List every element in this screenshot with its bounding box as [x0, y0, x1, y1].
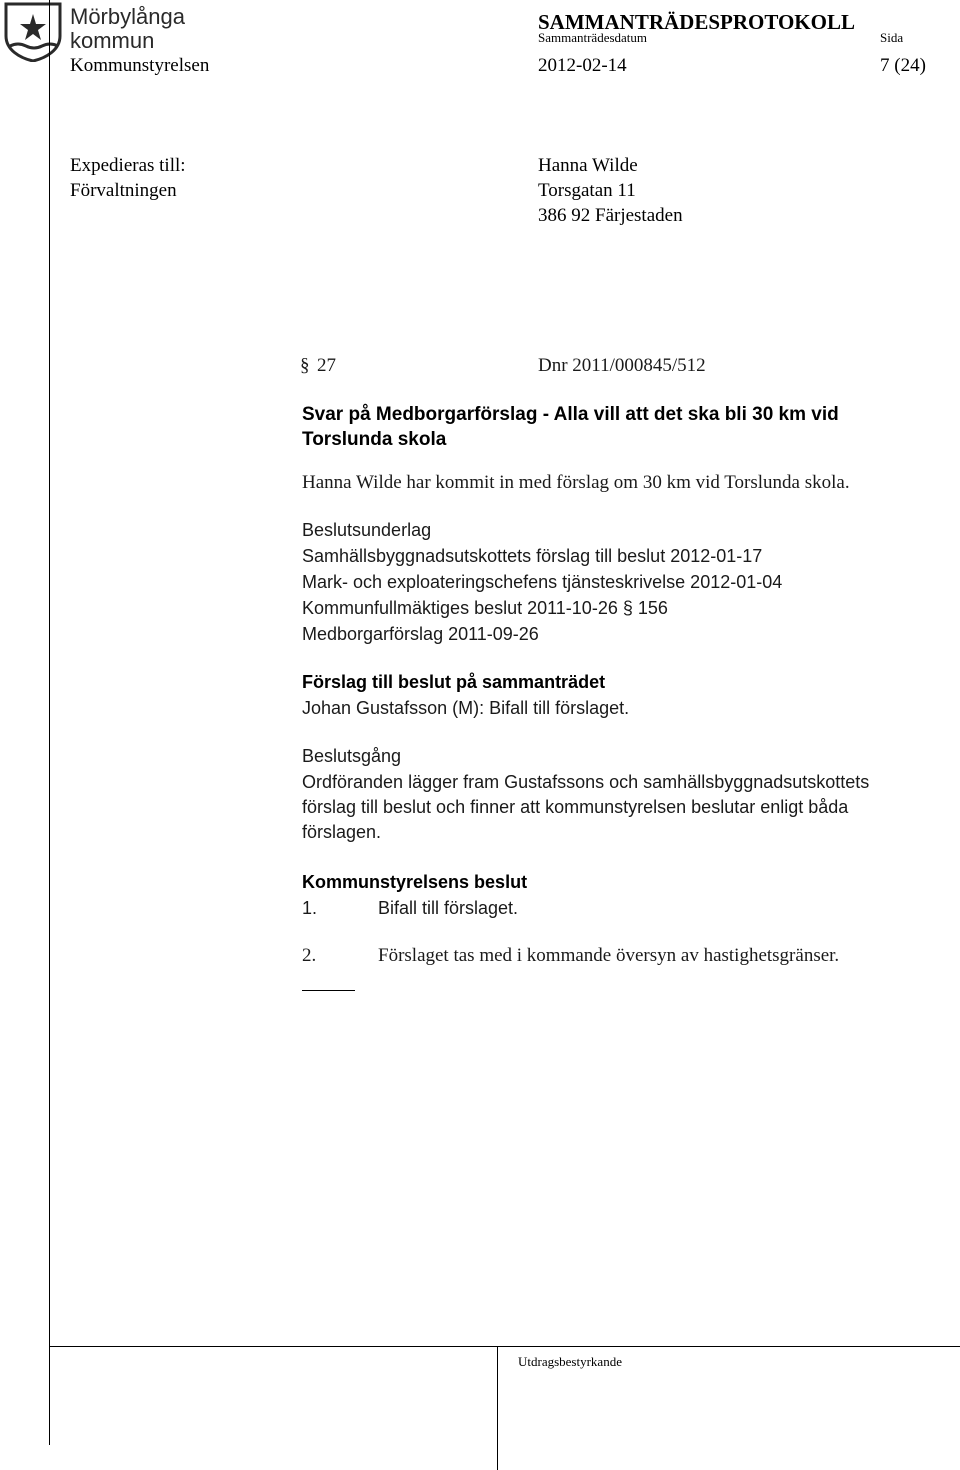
committee-name: Kommunstyrelsen [70, 55, 210, 76]
beslut-item-text: Förslaget tas med i kommande översyn av hastighetsgränser. [378, 945, 840, 966]
underlag-item: Kommunfullmäktiges beslut 2011-10-26 § 156 [302, 598, 668, 618]
section-end-rule [302, 990, 355, 991]
address-street: Torsgatan 11 [538, 180, 636, 201]
page-number: 7 (24) [880, 55, 926, 76]
beslutsgang-line: förslagen. [302, 822, 382, 842]
beslutsgang-heading: Beslutsgång [302, 746, 402, 766]
footer-rule [49, 1346, 960, 1347]
beslutsunderlag-heading: Beslutsunderlag [302, 520, 432, 540]
meeting-date: 2012-02-14 [538, 55, 627, 76]
dnr: Dnr 2011/000845/512 [538, 355, 706, 376]
document-title: SAMMANTRÄDESPROTOKOLL [538, 10, 855, 34]
margin-rule [49, 0, 50, 1445]
address-name: Hanna Wilde [538, 155, 638, 176]
intro-text: Hanna Wilde har kommit in med förslag om 30 km vid Torslunda skola. [302, 472, 850, 493]
section-number: 27 [317, 355, 336, 376]
beslutsgang-line: Ordföranden lägger fram Gustafssons och samhällsbyggnadsutskottets [302, 772, 870, 792]
municipality-logo [4, 2, 204, 58]
beslut-heading: Kommunstyrelsens beslut [302, 872, 528, 892]
beslutsgang-line: förslag till beslut och finner att kommunstyrelsen beslutar enligt båda [302, 797, 849, 817]
date-label: Sammanträdesdatum [538, 30, 648, 45]
beslut-item-number: 1. [302, 898, 318, 918]
logo-name-line2: kommun [70, 28, 155, 53]
expedition-label: Expedieras till: [70, 155, 186, 176]
page-label: Sida [880, 30, 904, 45]
beslut-item-number: 2. [302, 945, 317, 966]
crest-icon [4, 2, 62, 62]
address-city: 386 92 Färjestaden [538, 205, 683, 226]
item-title-line2: Torslunda skola [302, 429, 447, 450]
forslag-heading: Förslag till beslut på sammanträdet [302, 672, 606, 692]
section-symbol: § [300, 355, 310, 376]
expedition-recipient: Förvaltningen [70, 180, 177, 201]
logo-name-line1: Mörbylånga [70, 4, 185, 29]
footer-label: Utdragsbestyrkande [518, 1354, 622, 1369]
underlag-item: Medborgarförslag 2011-09-26 [302, 624, 539, 644]
underlag-item: Mark- och exploateringschefens tjänsteskrivelse 2012-01-04 [302, 572, 783, 592]
beslut-item-text: Bifall till förslaget. [378, 898, 519, 918]
item-title-line1: Svar på Medborgarförslag - Alla vill att det ska bli 30 km vid [302, 404, 839, 425]
forslag-text: Johan Gustafsson (M): Bifall till förslaget. [302, 698, 630, 718]
underlag-item: Samhällsbyggnadsutskottets förslag till beslut 2012-01-17 [302, 546, 763, 566]
footer-divider [497, 1346, 498, 1470]
